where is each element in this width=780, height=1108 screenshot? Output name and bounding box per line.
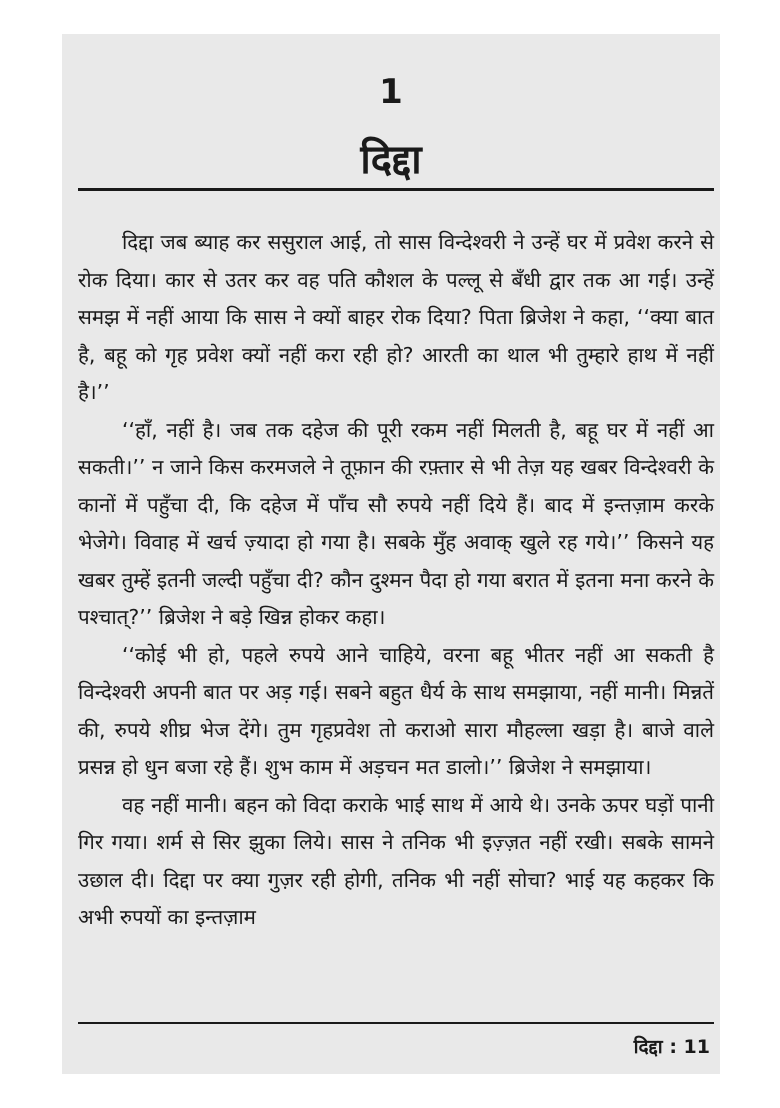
paragraph-3: ‘‘कोई भी हो, पहले रुपये आने चाहिये, वरना बहू भीतर नहीं आ सकती है विन्देश्वरी अपनी बात पर अड़ गई। सबने बहुत धैर्य के साथ समझाया, नहीं मानी। मिन्नतें की, रुपये शीघ्र भेज देंगे। तुम गृहप्रवेश तो कराओ सारा मौहल्ला खड़ा है। बाजे वाले प्रसन्न हो धुन बजा रहे हैं। शुभ काम में अड़चन मत डालो।’’ ब्रिजेश ने समझाया। xyxy=(78,642,714,779)
footer-divider xyxy=(78,1022,714,1024)
title-divider xyxy=(78,188,714,191)
chapter-title: दिद्दा xyxy=(360,137,422,183)
page-footer: दिद्दा : 11 xyxy=(633,1036,710,1058)
paragraph-4: वह नहीं मानी। बहन को विदा कराके भाई साथ में आये थे। उनके ऊपर घड़ों पानी गिर गया। शर्म से सिर झुका लिये। सास ने तनिक भी इज़्ज़त नहीं रखी। सबके सामने उछाल दी। दिद्दा पर क्या गुज़र रही होगी, तनिक भी नहीं सोचा? भाई यह कहकर कि अभी रुपयों का इन्तज़ाम xyxy=(78,792,714,929)
book-page xyxy=(62,34,720,1074)
chapter-number: 1 xyxy=(379,72,403,112)
paragraph-2: ‘‘हाँ, नहीं है। जब तक दहेज की पूरी रकम नहीं मिलती है, बहू घर में नहीं आ सकती।’’ न जाने किस करमजले ने तूफ़ान की रफ़्तार से भी तेज़ यह खबर विन्देश्वरी के कानों में पहुँचा दी, कि दहेज में पाँच सौ रुपये नहीं दिये हैं। बाद में इन्तज़ाम करके भेजेगे। विवाह में खर्च ज़्यादा हो गया है। सबके मुँह अवाक् खुले रह गये।’’ किसने यह खबर तुम्हें इतनी जल्दी पहुँचा दी? कौन दुश्मन पैदा हो गया बरात में इतना मना करने के पश्चात्?’’ ब्रिजेश ने बड़े खिन्न होकर कहा। xyxy=(78,417,714,629)
chapter-body xyxy=(78,224,714,937)
paragraph-1: दिद्दा जब ब्याह कर ससुराल आई, तो सास विन्देश्वरी ने उन्हें घर में प्रवेश करने से रोक दिया। कार से उतर कर वह पति कौशल के पल्लू से बँधी द्वार तक आ गई। उन्हें समझ में नहीं आया कि सास ने क्यों बाहर रोक दिया? पिता ब्रिजेश ने कहा, ‘‘क्या बात है, बहू को गृह प्रवेश क्यों नहीं करा रही हो? आरती का थाल भी तुम्हारे हाथ में नहीं है।’’ xyxy=(78,230,714,404)
